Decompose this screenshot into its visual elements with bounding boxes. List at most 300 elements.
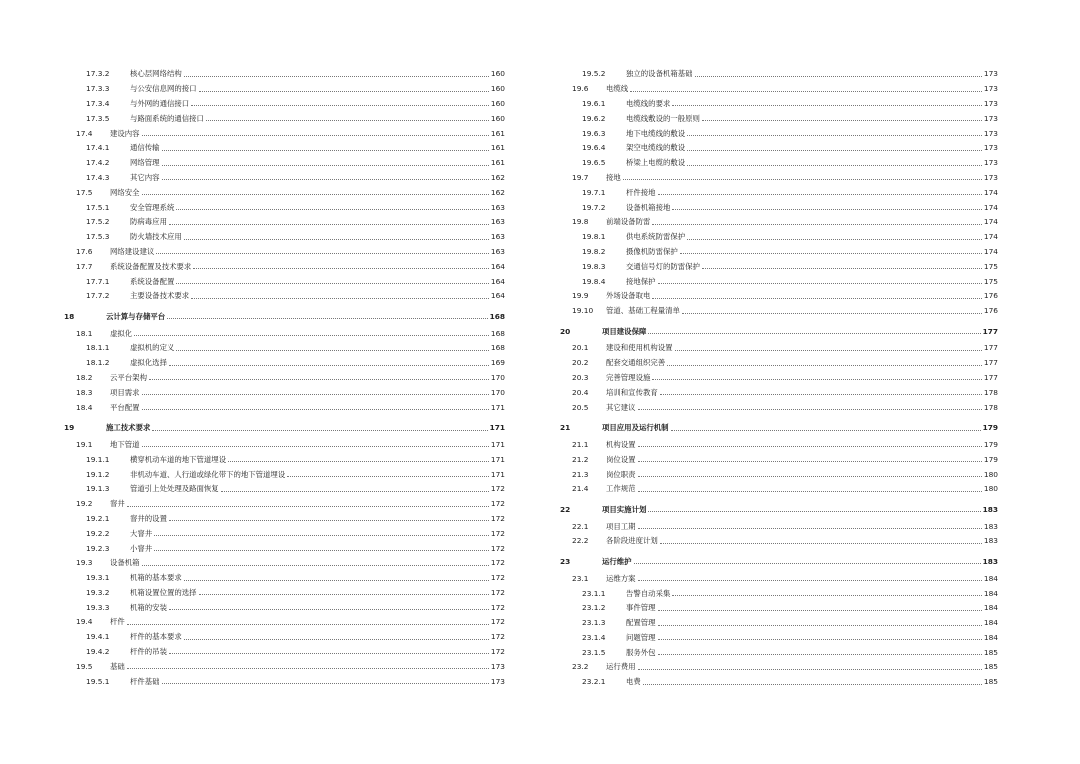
toc-entry-number: 21.4: [572, 484, 589, 494]
toc-entry-page: 175: [983, 261, 998, 271]
toc-entry[interactable]: [62, 63, 505, 78]
toc-entry[interactable]: [558, 337, 998, 352]
toc-entry-number: 20.4: [572, 387, 589, 397]
toc-entry[interactable]: [62, 137, 505, 152]
toc-entry-page: 174: [983, 217, 998, 227]
toc-dot-leader: [154, 535, 489, 536]
toc-entry-title: 小窨井: [130, 543, 153, 553]
toc-entry-number: 19.8.3: [582, 261, 606, 271]
toc-entry-page: 179: [982, 423, 998, 433]
toc-entry-title: 云计算与存储平台: [106, 311, 166, 321]
toc-entry-page: 171: [490, 454, 505, 464]
toc-dot-leader: [687, 239, 982, 240]
toc-entry-number: 17.4.3: [86, 172, 110, 182]
toc-entry[interactable]: [62, 611, 505, 626]
toc-entry-number: 19.7.2: [582, 202, 606, 212]
toc-entry-number: 19.6.2: [582, 113, 606, 123]
toc-chapter-entry[interactable]: [558, 411, 998, 434]
toc-entry-number: 23: [560, 556, 571, 566]
toc-entry-title: 杆件接地: [626, 187, 656, 197]
toc-entry[interactable]: [558, 107, 998, 122]
toc-entry-page: 177: [983, 373, 998, 383]
toc-dot-leader: [630, 91, 982, 92]
toc-entry[interactable]: [558, 671, 998, 686]
toc-entry-number: 23.1.4: [582, 632, 606, 642]
toc-entry-page: 172: [490, 617, 505, 627]
toc-dot-leader: [638, 491, 982, 492]
toc-entry-page: 184: [983, 588, 998, 598]
toc-chapter-entry[interactable]: [558, 493, 998, 516]
toc-entry-title: 岗位设置: [606, 454, 636, 464]
toc-entry-title: 电缆线敷设的一般原则: [626, 113, 700, 123]
toc-dot-leader: [169, 520, 489, 521]
toc-entry-page: 168: [490, 343, 505, 353]
toc-dot-leader: [169, 365, 489, 366]
toc-entry-number: 18.2: [76, 373, 93, 383]
toc-entry-title: 配套交通组织完善: [606, 358, 666, 368]
toc-dot-leader: [648, 333, 980, 334]
toc-entry-page: 172: [490, 513, 505, 523]
toc-entry-title: 虚拟化选择: [130, 358, 167, 368]
toc-chapter-entry[interactable]: [62, 411, 505, 434]
toc-entry-number: 20: [560, 326, 571, 336]
toc-dot-leader: [687, 135, 982, 136]
toc-entry[interactable]: [558, 122, 998, 137]
toc-dot-leader: [152, 430, 487, 431]
toc-entry[interactable]: [62, 508, 505, 523]
toc-entry-number: 19.3.2: [86, 587, 110, 597]
toc-entry-number: 21.1: [572, 439, 589, 449]
toc-entry-title: 杆件: [110, 617, 125, 627]
toc-entry-title: 独立的设备机箱基础: [626, 69, 693, 79]
toc-entry-title: 电缆线的要求: [626, 98, 671, 108]
toc-entry-page: 163: [490, 202, 505, 212]
toc-dot-leader: [638, 409, 982, 410]
toc-entry-page: 184: [983, 573, 998, 583]
toc-dot-leader: [199, 594, 489, 595]
toc-dot-leader: [687, 165, 982, 166]
toc-dot-leader: [702, 268, 982, 269]
toc-entry-page: 170: [490, 387, 505, 397]
toc-entry-number: 19.8: [572, 217, 589, 227]
toc-entry-number: 19.8.1: [582, 232, 606, 242]
toc-entry[interactable]: [62, 552, 505, 567]
toc-entry-number: 17.4: [76, 128, 93, 138]
toc-entry[interactable]: [62, 478, 505, 493]
toc-column-left: [62, 63, 505, 685]
toc-entry[interactable]: [558, 300, 998, 315]
toc-entry-page: 179: [983, 454, 998, 464]
toc-dot-leader: [228, 461, 489, 462]
toc-entry-page: 171: [490, 469, 505, 479]
toc-entry[interactable]: [558, 226, 998, 241]
toc-entry-number: 19.5.2: [582, 69, 606, 79]
toc-entry-number: 21.3: [572, 469, 589, 479]
toc-entry-number: 23.1: [572, 573, 589, 583]
toc-entry[interactable]: [62, 367, 505, 382]
toc-entry-number: 19.3: [76, 558, 93, 568]
toc-entry-number: 20.3: [572, 373, 589, 383]
toc-entry-number: 19.2.1: [86, 513, 110, 523]
toc-dot-leader: [675, 350, 982, 351]
toc-dot-leader: [176, 350, 489, 351]
toc-entry-page: 177: [983, 358, 998, 368]
toc-entry-title: 项目建设保障: [602, 326, 647, 336]
toc-entry-number: 17.7.2: [86, 291, 110, 301]
toc-entry-title: 窨井: [110, 499, 125, 509]
toc-entry-page: 174: [983, 202, 998, 212]
toc-dot-leader: [142, 394, 489, 395]
toc-entry-number: 19.1.1: [86, 454, 110, 464]
toc-dot-leader: [206, 120, 489, 121]
toc-dot-leader: [184, 76, 489, 77]
toc-dot-leader: [638, 476, 982, 477]
toc-entry[interactable]: [558, 597, 998, 612]
toc-dot-leader: [142, 135, 489, 136]
toc-entry[interactable]: [558, 478, 998, 493]
toc-entry-number: 19.5.1: [86, 676, 110, 686]
toc-entry[interactable]: [558, 627, 998, 642]
toc-entry[interactable]: [558, 582, 998, 597]
toc-entry-number: 19.2: [76, 499, 93, 509]
toc-entry-title: 接地: [606, 172, 621, 182]
toc-entry-page: 183: [983, 521, 998, 531]
toc-entry[interactable]: [62, 107, 505, 122]
toc-entry-page: 169: [490, 358, 505, 368]
toc-entry-title: 核心层网络结构: [130, 69, 182, 79]
toc-entry-title: 网络建设建议: [110, 246, 155, 256]
toc-chapter-entry[interactable]: [62, 300, 505, 323]
toc-dot-leader: [127, 506, 489, 507]
toc-entry-title: 接地保护: [626, 276, 656, 286]
toc-entry[interactable]: [558, 463, 998, 478]
toc-entry[interactable]: [62, 167, 505, 182]
toc-entry-title: 培训和宣传教育: [606, 387, 658, 397]
toc-entry[interactable]: [558, 196, 998, 211]
toc-entry-page: 172: [490, 573, 505, 583]
toc-entry-page: 185: [983, 647, 998, 657]
toc-dot-leader: [127, 624, 489, 625]
toc-dot-leader: [142, 409, 489, 410]
toc-entry[interactable]: [62, 596, 505, 611]
toc-entry-page: 180: [983, 469, 998, 479]
toc-entry[interactable]: [62, 211, 505, 226]
toc-entry[interactable]: [62, 626, 505, 641]
toc-entry[interactable]: [558, 241, 998, 256]
toc-entry[interactable]: [62, 285, 505, 300]
toc-dot-leader: [648, 511, 980, 512]
toc-entry-title: 通信传输: [130, 143, 160, 153]
toc-dot-leader: [638, 446, 982, 447]
toc-entry-page: 177: [982, 326, 998, 336]
toc-entry-title: 项目实施计划: [602, 504, 647, 514]
toc-entry-page: 172: [490, 528, 505, 538]
toc-entry-page: 174: [983, 232, 998, 242]
toc-entry-number: 19: [64, 423, 75, 433]
toc-entry-title: 事件管理: [626, 603, 656, 613]
toc-dot-leader: [184, 639, 489, 640]
toc-entry-number: 23.1.3: [582, 618, 606, 628]
toc-entry-title: 系统设备配置: [130, 276, 175, 286]
toc-entry-title: 主要设备技术要求: [130, 291, 190, 301]
toc-entry[interactable]: [62, 241, 505, 256]
toc-entry-title: 机箱的安装: [130, 602, 167, 612]
toc-entry[interactable]: [62, 122, 505, 137]
toc-entry-page: 164: [490, 291, 505, 301]
toc-entry-number: 19.1.3: [86, 484, 110, 494]
toc-entry-number: 23.1.2: [582, 603, 606, 613]
toc-entry[interactable]: [62, 322, 505, 337]
toc-dot-leader: [658, 639, 982, 640]
toc-entry-page: 184: [983, 603, 998, 613]
toc-entry[interactable]: [558, 530, 998, 545]
toc-dot-leader: [658, 625, 982, 626]
toc-entry-title: 桥梁上电缆的敷设: [626, 158, 686, 168]
toc-entry[interactable]: [558, 211, 998, 226]
toc-entry-page: 164: [490, 261, 505, 271]
toc-dot-leader: [169, 609, 489, 610]
toc-entry[interactable]: [558, 567, 998, 582]
toc-dot-leader: [176, 209, 489, 210]
toc-entry-page: 163: [490, 246, 505, 256]
toc-entry-title: 运维方案: [606, 573, 636, 583]
toc-entry-number: 21: [560, 423, 571, 433]
toc-entry-title: 非机动车道、人行道或绿化带下的地下管道埋设: [130, 469, 286, 479]
toc-entry[interactable]: [558, 152, 998, 167]
toc-entry[interactable]: [558, 515, 998, 530]
toc-entry[interactable]: [558, 656, 998, 671]
toc-entry-page: 171: [490, 439, 505, 449]
toc-dot-leader: [199, 91, 489, 92]
toc-entry[interactable]: [62, 670, 505, 685]
toc-entry[interactable]: [558, 434, 998, 449]
toc-entry-number: 21.2: [572, 454, 589, 464]
toc-entry-number: 20.5: [572, 402, 589, 412]
toc-chapter-entry[interactable]: [558, 315, 998, 338]
toc-entry-title: 杆件的基本要求: [130, 632, 182, 642]
toc-entry-page: 174: [983, 246, 998, 256]
toc-entry[interactable]: [62, 641, 505, 656]
toc-dot-leader: [142, 194, 489, 195]
toc-entry[interactable]: [62, 226, 505, 241]
toc-dot-leader: [652, 379, 982, 380]
toc-entry-title: 建设和使用机构设置: [606, 343, 673, 353]
toc-entry-number: 19.7: [572, 172, 589, 182]
toc-entry-page: 179: [983, 439, 998, 449]
toc-entry-number: 19.5: [76, 661, 93, 671]
toc-entry-page: 172: [490, 632, 505, 642]
toc-entry[interactable]: [62, 537, 505, 552]
toc-entry-page: 175: [983, 276, 998, 286]
toc-entry[interactable]: [558, 63, 998, 78]
toc-entry-page: 160: [490, 113, 505, 123]
toc-entry-page: 160: [490, 98, 505, 108]
toc-entry-number: 17.5: [76, 187, 93, 197]
toc-entry[interactable]: [558, 93, 998, 108]
toc-entry-page: 161: [490, 158, 505, 168]
toc-entry-number: 20.2: [572, 358, 589, 368]
toc-entry-page: 161: [490, 128, 505, 138]
toc-entry-number: 19.4: [76, 617, 93, 627]
toc-entry-page: 170: [490, 373, 505, 383]
toc-entry-title: 告警自动采集: [626, 588, 671, 598]
toc-entry-number: 20.1: [572, 343, 589, 353]
toc-entry-page: 172: [490, 602, 505, 612]
toc-dot-leader: [156, 253, 489, 254]
toc-entry-title: 杆件的吊装: [130, 647, 167, 657]
toc-entry[interactable]: [62, 522, 505, 537]
toc-dot-leader: [667, 365, 982, 366]
toc-entry-title: 云平台架构: [110, 373, 147, 383]
toc-entry[interactable]: [62, 493, 505, 508]
toc-entry-page: 177: [983, 343, 998, 353]
toc-entry-number: 17.7: [76, 261, 93, 271]
toc-entry-page: 173: [983, 84, 998, 94]
toc-entry-title: 管道引上处处理及路面恢复: [130, 484, 219, 494]
toc-entry-number: 19.4.1: [86, 632, 110, 642]
toc-column-right: [558, 63, 998, 686]
toc-entry[interactable]: [62, 337, 505, 352]
toc-entry[interactable]: [558, 352, 998, 367]
toc-entry-title: 问题管理: [626, 632, 656, 642]
toc-entry-title: 窨井的设置: [130, 513, 167, 523]
toc-entry-title: 供电系统防雷保护: [626, 232, 686, 242]
toc-entry-page: 178: [983, 402, 998, 412]
toc-entry[interactable]: [62, 463, 505, 478]
toc-entry-title: 地下管道: [110, 439, 140, 449]
toc-entry[interactable]: [62, 181, 505, 196]
toc-entry-title: 项目工期: [606, 521, 636, 531]
toc-entry[interactable]: [62, 582, 505, 597]
toc-entry[interactable]: [62, 567, 505, 582]
toc-dot-leader: [162, 179, 489, 180]
toc-entry-number: 18.1.1: [86, 343, 110, 353]
toc-entry-title: 机箱的基本要求: [130, 573, 182, 583]
toc-entry[interactable]: [62, 196, 505, 211]
toc-entry[interactable]: [62, 93, 505, 108]
toc-entry[interactable]: [62, 78, 505, 93]
toc-entry-number: 17.6: [76, 246, 93, 256]
toc-dot-leader: [682, 313, 982, 314]
toc-entry-number: 19.1: [76, 439, 93, 449]
toc-entry-title: 项目需求: [110, 387, 140, 397]
toc-entry[interactable]: [558, 270, 998, 285]
toc-entry[interactable]: [558, 367, 998, 382]
toc-entry[interactable]: [62, 655, 505, 670]
toc-entry[interactable]: [558, 255, 998, 270]
toc-dot-leader: [167, 318, 487, 319]
toc-entry[interactable]: [558, 448, 998, 463]
toc-entry[interactable]: [62, 448, 505, 463]
toc-entry-title: 系统设备配置及技术要求: [110, 261, 192, 271]
toc-entry-page: 163: [490, 217, 505, 227]
toc-entry-title: 网络安全: [110, 187, 140, 197]
toc-entry[interactable]: [558, 396, 998, 411]
toc-dot-leader: [154, 550, 489, 551]
toc-dot-leader: [162, 683, 489, 684]
toc-entry[interactable]: [558, 285, 998, 300]
toc-entry-title: 杆件基础: [130, 676, 160, 686]
toc-dot-leader: [660, 394, 982, 395]
toc-dot-leader: [702, 120, 982, 121]
toc-entry-title: 其它建议: [606, 402, 636, 412]
toc-entry[interactable]: [558, 381, 998, 396]
toc-entry-page: 183: [982, 504, 998, 514]
toc-entry[interactable]: [558, 137, 998, 152]
toc-dot-leader: [672, 209, 982, 210]
toc-dot-leader: [127, 668, 489, 669]
toc-entry-title: 机箱设置位置的选择: [130, 587, 197, 597]
toc-entry[interactable]: [62, 152, 505, 167]
toc-entry-title: 与公安信息网的接口: [130, 84, 197, 94]
toc-entry-page: 183: [983, 536, 998, 546]
toc-dot-leader: [658, 610, 982, 611]
toc-entry-number: 19.6.5: [582, 158, 606, 168]
toc-entry[interactable]: [558, 167, 998, 182]
toc-entry[interactable]: [62, 434, 505, 449]
toc-entry[interactable]: [558, 181, 998, 196]
toc-entry-page: 164: [490, 276, 505, 286]
toc-entry[interactable]: [558, 78, 998, 93]
toc-entry-title: 完善管理设施: [606, 373, 651, 383]
toc-entry-title: 横穿机动车道的地下管道埋设: [130, 454, 227, 464]
toc-entry-page: 172: [490, 587, 505, 597]
toc-entry-page: 174: [983, 187, 998, 197]
toc-entry-page: 176: [983, 291, 998, 301]
toc-entry[interactable]: [62, 396, 505, 411]
toc-entry-title: 电费: [626, 677, 641, 687]
toc-entry-number: 19.6.3: [582, 128, 606, 138]
toc-chapter-entry[interactable]: [558, 545, 998, 568]
toc-entry-page: 173: [490, 676, 505, 686]
toc-dot-leader: [193, 268, 489, 269]
toc-dot-leader: [672, 105, 982, 106]
toc-entry[interactable]: [62, 352, 505, 367]
toc-dot-leader: [687, 150, 982, 151]
toc-entry-page: 185: [983, 662, 998, 672]
toc-entry-title: 服务外包: [626, 647, 656, 657]
toc-entry-title: 防病毒应用: [130, 217, 167, 227]
toc-entry-page: 173: [983, 158, 998, 168]
toc-entry[interactable]: [62, 255, 505, 270]
toc-entry-page: 173: [983, 69, 998, 79]
toc-entry-number: 19.8.2: [582, 246, 606, 256]
toc-entry-number: 17.5.1: [86, 202, 110, 212]
toc-entry-number: 23.1.5: [582, 647, 606, 657]
toc-dot-leader: [162, 150, 489, 151]
toc-entry-title: 与路面系统的通信接口: [130, 113, 204, 123]
toc-entry[interactable]: [62, 381, 505, 396]
toc-entry-page: 171: [490, 402, 505, 412]
toc-entry-page: 162: [490, 187, 505, 197]
toc-entry-number: 19.3.1: [86, 573, 110, 583]
toc-entry[interactable]: [62, 270, 505, 285]
toc-entry-number: 23.2: [572, 662, 589, 672]
toc-entry-number: 18: [64, 311, 75, 321]
toc-entry[interactable]: [558, 612, 998, 627]
toc-entry[interactable]: [558, 641, 998, 656]
toc-entry-title: 与外网的通信接口: [130, 98, 190, 108]
toc-entry-number: 19.2.2: [86, 528, 110, 538]
toc-entry-number: 17.5.2: [86, 217, 110, 227]
toc-entry-number: 19.3.3: [86, 602, 110, 612]
toc-dot-leader: [287, 476, 489, 477]
toc-dot-leader: [142, 446, 489, 447]
toc-entry-number: 23.1.1: [582, 588, 606, 598]
toc-dot-leader: [658, 654, 982, 655]
toc-entry-page: 184: [983, 618, 998, 628]
toc-entry-number: 19.6.1: [582, 98, 606, 108]
